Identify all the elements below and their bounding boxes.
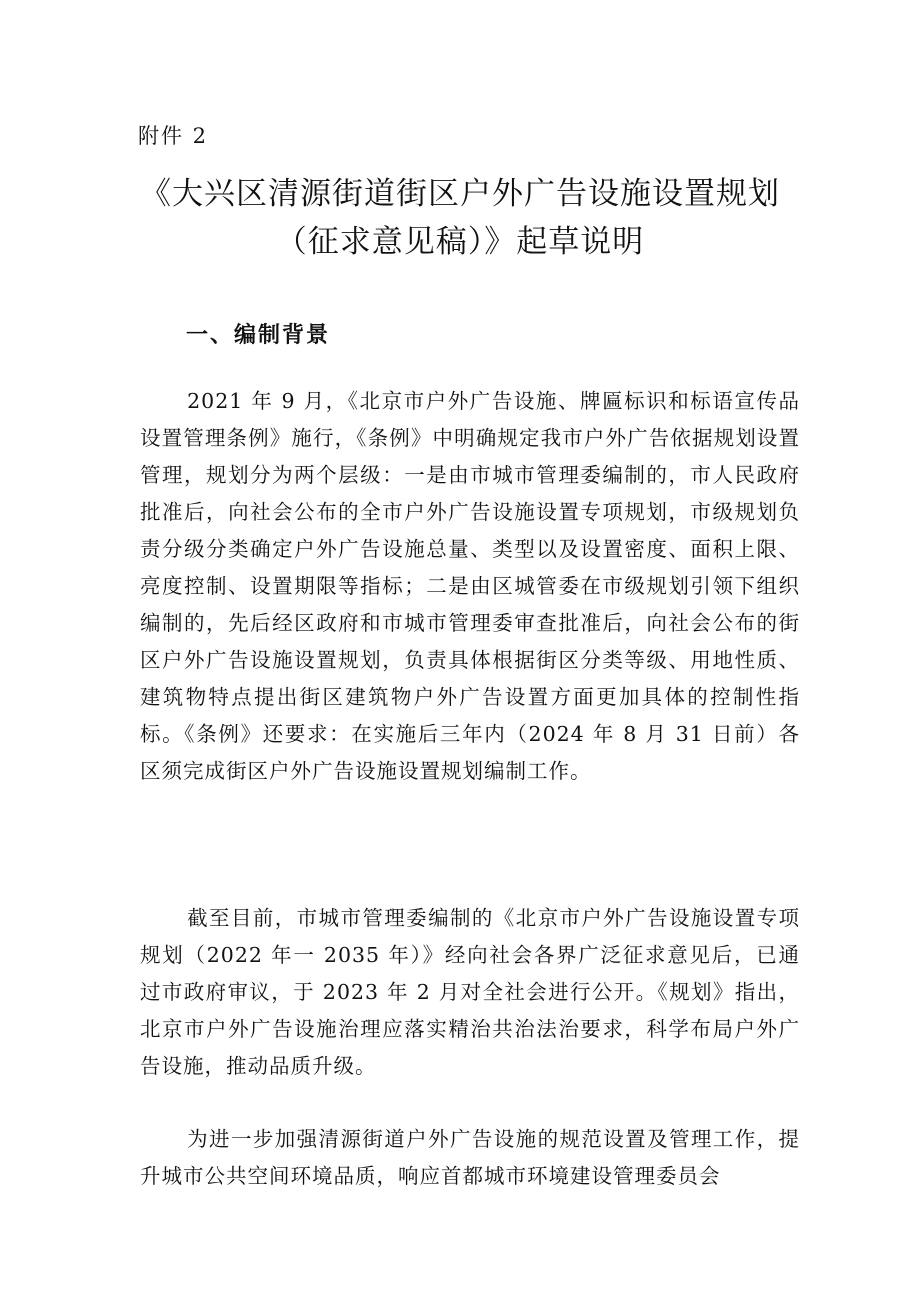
body-paragraph-1: 2021 年 9 月，《北京市户外广告设施、牌匾标识和标语宣传品设置管理条例》施行，《条例》中明确规定我市户外广告依据规划设置管理，规划分为两个层级：一是由市城市管理委编制的，市人民政府批准后，向社会公布的全市户外广告设施设置专项规划，市级规划负责分级分类确定户外广告设施总量、类型以及设置密度、面积上限、亮度控制、设置期限等指标；二是由区城管委在市级规划引领下组织编制的，先后经区政府和市城市管理委审查批准后，向社会公布的街区户外广告设施设置规划，负责具体根据街区分类等级、用地性质、建筑物特点提出街区建筑物户外广告设置方面更加具体的控制性指标。《条例》还要求：在实施后三年内（2024 年 8 月 31 日前）各区须完成街区户外广告设施设置规划编制工作。 (140, 388, 800, 783)
body-paragraph-2: 截至目前，市城市管理委编制的《北京市户外广告设施设置专项规划（2022 年一 2035 年）》经向社会各界广泛征求意见后，已通过市政府审议，于 2023 年 2 月对全社会进行公开。《规划》指出，北京市户外广告设施治理应落实精治共治法治要求，科学布局户外广告设施，推动品质升级。 (140, 905, 800, 1078)
document-title-line-2: （征求意见稿）》起草说明 (275, 224, 645, 260)
attachment-label: 附件 2 (138, 124, 209, 148)
body-paragraph-3: 为进一步加强清源街道户外广告设施的规范设置及管理工作，提升城市公共空间环境品质，响应首都城市环境建设管理委员会 (140, 1126, 800, 1188)
document-title-line-1: 《大兴区清源街道街区户外广告设施设置规划 (140, 176, 780, 212)
section-heading: 一、编制背景 (186, 323, 331, 348)
